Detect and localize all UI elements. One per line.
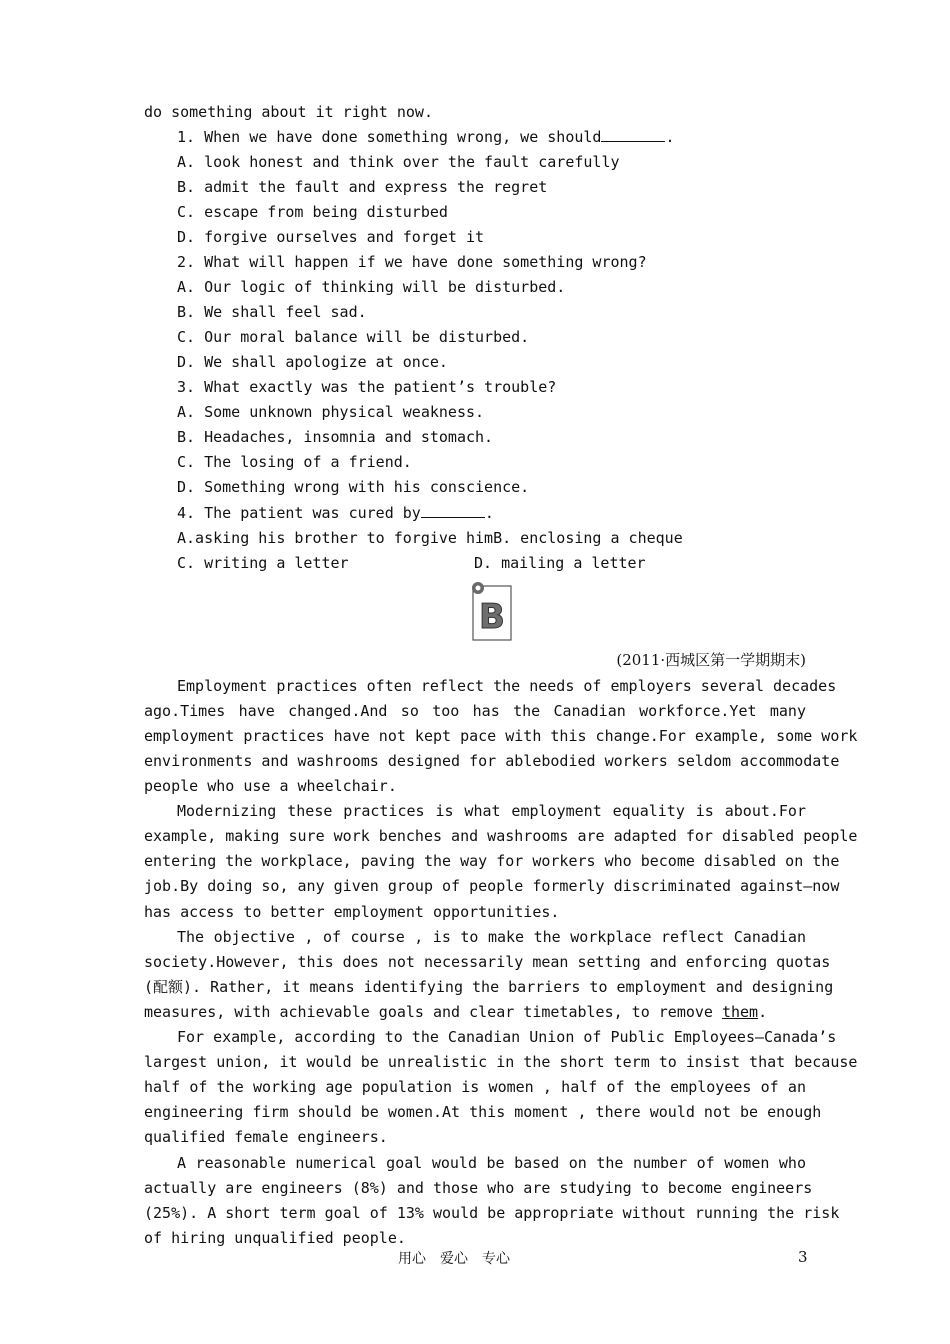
passage-b-line: qualified female engineers. <box>144 1128 388 1146</box>
question-2-option-b: B. We shall feel sad. <box>177 303 367 321</box>
question-3-option-d: D. Something wrong with his conscience. <box>177 478 530 496</box>
passage-b-line: (配额). Rather, it means identifying the barriers to employment and designing <box>144 978 834 996</box>
question-2-option-d: D. We shall apologize at once. <box>177 353 448 371</box>
passage-b-line: The objective , of course , is to make the workplace reflect Canadian <box>177 928 806 946</box>
passage-b-line: measures, with achievable goals and clear timetables, to remove them. <box>144 1003 768 1021</box>
passage-b-line: ago.Times have changed.And so too has the Canadian workforce.Yet many <box>144 702 806 720</box>
question-2-option-a: A. Our logic of thinking will be disturbed. <box>177 278 566 296</box>
passage-b-line: job.By doing so, any given group of people formerly discriminated against—now <box>144 877 840 895</box>
section-letter: B <box>479 597 505 637</box>
passage-b-line: of hiring unqualified people. <box>144 1229 406 1247</box>
page-number: 3 <box>798 1248 808 1266</box>
passage-b-line: environments and washrooms designed for ablebodied workers seldom accommodate <box>144 752 840 770</box>
passage-b-line: actually are engineers (8%) and those who are studying to become engineers <box>144 1179 813 1197</box>
question-4-stem: 4. The patient was cured by . <box>177 504 494 522</box>
passage-b-line: has access to better employment opportunities. <box>144 903 560 921</box>
passage-b-line: Modernizing these practices is what employment equality is about.For <box>177 802 806 820</box>
passage-b-line: entering the workplace, paving the way for workers who become disabled on the <box>144 852 840 870</box>
section-b-badge-icon <box>470 580 514 642</box>
question-3-option-b: B. Headaches, insomnia and stomach. <box>177 428 494 446</box>
question-4-option-c: C. writing a letter <box>177 554 349 572</box>
passage-b-line: (25%). A short term goal of 13% would be appropriate without running the risk <box>144 1204 840 1222</box>
underlined-word: them <box>721 1003 759 1021</box>
passage-b-line: largest union, it would be unrealistic in the short term to insist that because <box>144 1053 858 1071</box>
passage-b-line: employment practices have not kept pace with this change.For example, some work <box>144 727 858 745</box>
question-3-stem: 3. What exactly was the patient’s trouble? <box>177 378 557 396</box>
passage-b-line: Employment practices often reflect the needs of employers several decades <box>177 677 837 695</box>
question-4-option-d: D. mailing a letter <box>474 554 646 572</box>
passage-b-line: half of the working age population is women , half of the employees of an <box>144 1078 806 1096</box>
question-1-option-a: A. look honest and think over the fault carefully <box>177 153 620 171</box>
question-4-option-a-b: A.asking his brother to forgive himB. enclosing a cheque <box>177 529 683 547</box>
passage-b-line: people who use a wheelchair. <box>144 777 397 795</box>
answer-blank <box>601 127 665 142</box>
question-1-stem: 1. When we have done something wrong, we should . <box>177 128 675 146</box>
question-3-option-a: A. Some unknown physical weakness. <box>177 403 485 421</box>
passage-b-line: A reasonable numerical goal would be based on the number of women who <box>177 1154 806 1172</box>
question-1-option-b: B. admit the fault and express the regret <box>177 178 548 196</box>
question-1-option-c: C. escape from being disturbed <box>177 203 448 221</box>
passage-a-closing-line: do something about it right now. <box>144 103 433 121</box>
passage-b-line: example, making sure work benches and washrooms are adapted for disabled people <box>144 827 858 845</box>
footer-motto: 用心 爱心 专心 <box>398 1251 510 1267</box>
question-3-option-c: C. The losing of a friend. <box>177 453 412 471</box>
passage-b-line: engineering firm should be women.At this moment , there would not be enough <box>144 1103 822 1121</box>
passage-b-line: society.However, this does not necessarily mean setting and enforcing quotas <box>144 953 831 971</box>
answer-blank <box>421 503 485 518</box>
passage-b-line: For example, according to the Canadian Union of Public Employees—Canada’s <box>177 1028 837 1046</box>
question-1-option-d: D. forgive ourselves and forget it <box>177 228 485 246</box>
question-2-stem: 2. What will happen if we have done something wrong? <box>177 253 647 271</box>
question-2-option-c: C. Our moral balance will be disturbed. <box>177 328 530 346</box>
passage-source: (2011·西城区第一学期期末) <box>616 651 806 669</box>
